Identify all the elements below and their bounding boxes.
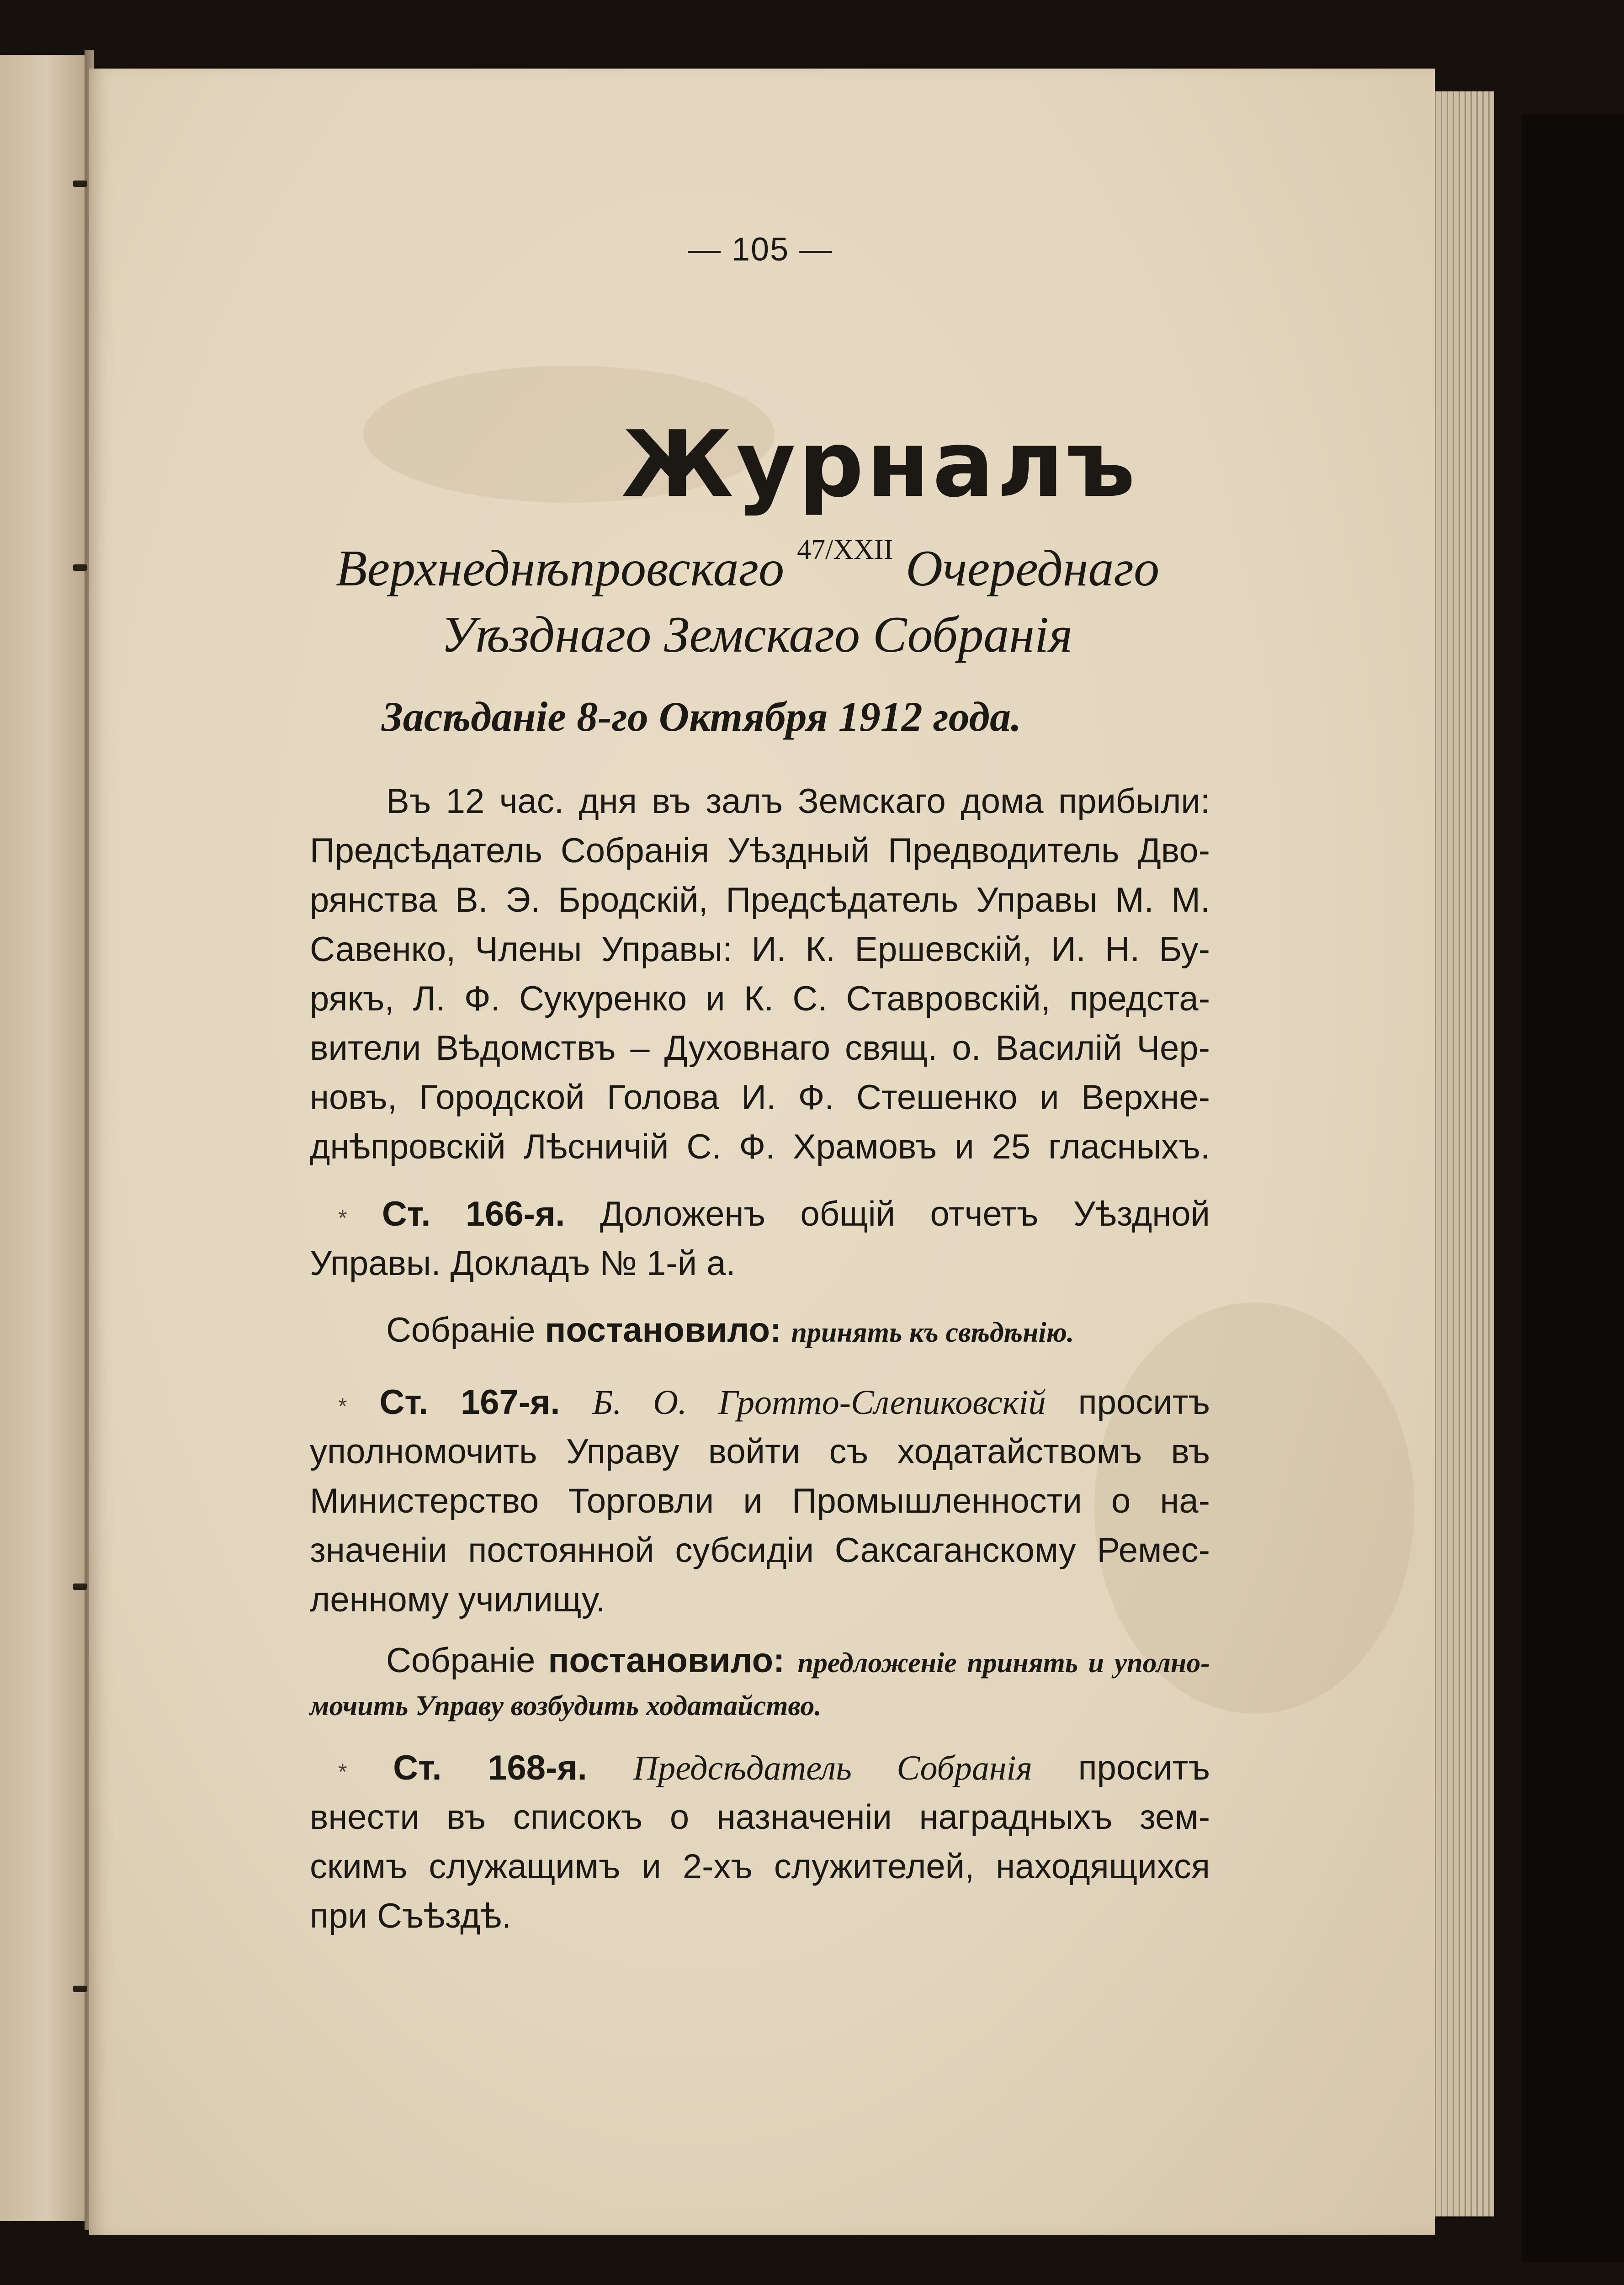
article-text: проситъ [1078, 1383, 1210, 1422]
article-marker: * [338, 1759, 347, 1785]
page-number: — 105 — [688, 231, 833, 268]
page-title: Журналъ [621, 411, 1138, 518]
article-line: Министерство Торговли и Промышленности о на- [310, 1482, 1210, 1520]
subtitle-line-2: Уѣзднаго Земскаго Собранія [441, 606, 1073, 663]
margin-mark [73, 564, 87, 571]
book-cover [1522, 114, 1624, 2262]
margin-mark [73, 181, 87, 187]
page-edges [1430, 91, 1494, 2216]
article-line: скимъ служащимъ и 2-хъ служителей, находящихся [310, 1847, 1210, 1886]
article-167-first-line [338, 1378, 1210, 1431]
resolution-keyword: постановило: [545, 1311, 782, 1350]
margin-mark [73, 1986, 87, 1992]
article-line: ленному училищу. [310, 1580, 605, 1619]
article-line: уполномочить Управу войти съ ходатайствомъ въ [310, 1432, 1210, 1471]
article-petitioner: Предсѣдатель Собранія [633, 1749, 1032, 1787]
article-petitioner: Б. О. Гротто-Слепиковскій [592, 1383, 1046, 1422]
subtitle-district: Верхнеднѣпровскаго [336, 540, 785, 597]
article-text: Доложенъ общій отчетъ Уѣздной [600, 1195, 1210, 1233]
article-marker: * [338, 1205, 347, 1231]
subtitle-session-type: Очереднаго [906, 540, 1160, 597]
intro-line: Предсѣдатель Собранія Уѣздный Предводитель Дво- [310, 831, 1210, 870]
article-167-resolution [386, 1636, 1210, 1688]
resolution-text: принять къ свѣдѣнію. [791, 1317, 1074, 1348]
left-facing-page [0, 55, 86, 2221]
margin-mark [73, 1584, 87, 1590]
intro-line: рякъ, Л. Ф. Сукуренко и К. С. Ставровскій, предста- [310, 979, 1210, 1018]
article-line: при Съѣздѣ. [310, 1897, 512, 1935]
resolution-keyword: постановило: [548, 1641, 785, 1680]
intro-line: вители Вѣдомствъ – Духовнаго свящ. о. Василій Чер- [310, 1029, 1210, 1068]
article-number: Ст. 166-я. [382, 1195, 565, 1233]
article-line: Управы. Докладъ № 1-й а. [310, 1244, 736, 1283]
intro-line: рянства В. Э. Бродскій, Предсѣдатель Управы М. М. [310, 881, 1210, 919]
article-marker: * [338, 1393, 347, 1419]
article-166-first-line [338, 1190, 1210, 1243]
intro-line: днѣпровскій Лѣсничій С. Ф. Храмовъ и 25 гласныхъ. [310, 1127, 1210, 1166]
resolution-text: предложеніе принять и уполно- [797, 1647, 1210, 1679]
article-number: Ст. 167-я. [379, 1383, 560, 1422]
article-166-resolution [386, 1310, 1074, 1350]
article-number: Ст. 168-я. [393, 1748, 587, 1787]
resolution-prefix: Собраніе [386, 1311, 536, 1350]
intro-line: Въ 12 час. дня въ залъ Земскаго дома прибыли: [386, 782, 1210, 821]
subtitle-line-1 [336, 534, 1160, 598]
article-text: проситъ [1078, 1748, 1210, 1787]
session-number: 47/XXII [797, 534, 893, 565]
resolution-text: мочить Управу возбудить ходатайство. [310, 1690, 822, 1722]
intro-line: новъ, Городской Голова И. Ф. Стешенко и Верхне- [310, 1078, 1210, 1117]
article-line: значеніи постоянной субсидіи Саксаганскому Ремес- [310, 1531, 1210, 1570]
resolution-prefix: Собраніе [386, 1641, 536, 1680]
article-line: внести въ списокъ о назначеніи наградныхъ зем- [310, 1798, 1210, 1837]
intro-line: Савенко, Члены Управы: И. К. Ершевскій, И. Н. Бу- [310, 930, 1210, 969]
article-168-first-line [338, 1743, 1210, 1796]
session-date: Засѣданіе 8-го Октября 1912 года. [382, 693, 1022, 740]
